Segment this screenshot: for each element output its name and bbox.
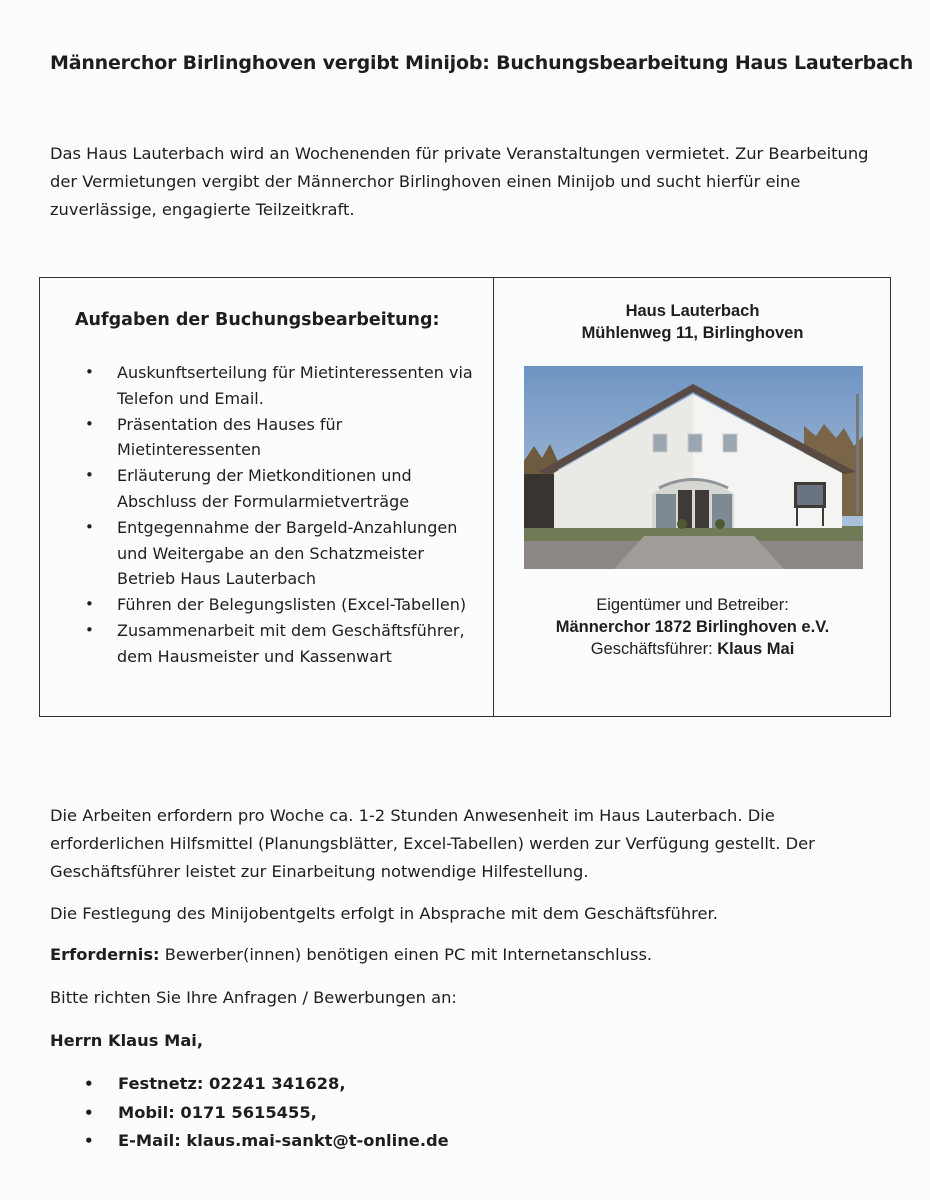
bullet-icon: •	[84, 1075, 94, 1093]
manager-label: Geschäftsführer:	[590, 640, 713, 658]
bullet-icon: •	[85, 363, 94, 381]
bullet-icon: •	[85, 620, 94, 639]
requirement-text: Bewerber(innen) benötigen einen PC mit Internetanschluss.	[159, 945, 653, 964]
list-item: • Auskunftserteilung für Mietinteressenten via Telefon und Email.	[75, 360, 485, 412]
list-item: • Zusammenarbeit mit dem Geschäftsführer, dem Hausmeister und Kassenwart	[75, 618, 485, 670]
bullet-icon: •	[85, 595, 94, 614]
list-item: • Führen der Belegungslisten (Excel-Tabellen)	[75, 592, 485, 618]
bullet-icon: •	[84, 1103, 94, 1122]
list-item: • Entgegennahme der Bargeld-Anzahlungen und Weitergabe an den Schatzmeister Betrieb Haus Lauterbach	[75, 515, 485, 592]
contact-phone: • Festnetz: 02241 341628,	[50, 1070, 449, 1099]
intro-paragraph: Das Haus Lauterbach wird an Wochenenden für private Veranstaltungen vermietet. Zur Bearbeitung der Vermietungen vergibt der Männerchor Birlinghoven einen Minijob und sucht hierfür eine zuverlässige, engagierte Teilzeitkraft.	[50, 144, 869, 219]
contact-name: Herrn Klaus Mai,	[50, 1031, 204, 1050]
work-paragraph: Die Arbeiten erfordern pro Woche ca. 1-2 Stunden Anwesenheit im Haus Lauterbach. Die erforderlichen Hilfsmittel (Planungsblätter, Excel-Tabellen) werden zur Verfügung gestellt. Der Geschäftsführer leistet zur Einarbeitung notwendige Hilfestellung.	[50, 806, 815, 881]
pay-paragraph: Die Festlegung des Minijobentgelts erfolgt in Absprache mit dem Geschäftsführer.	[50, 904, 718, 923]
bullet-icon: •	[85, 414, 94, 433]
contact-list	[50, 1070, 449, 1156]
tasks-list	[75, 360, 485, 670]
manager-name: Klaus Mai	[717, 640, 795, 658]
bullet-icon: •	[84, 1132, 94, 1150]
tasks-heading: Aufgaben der Buchungsbearbeitung:	[75, 310, 440, 330]
owner-label: Eigentümer und Betreiber:	[596, 596, 789, 614]
house-panel	[495, 278, 890, 716]
list-item: • Erläuterung der Mietkonditionen und Abschluss der Formularmietverträge	[75, 463, 485, 515]
owner-name: Männerchor 1872 Birlinghoven e.V.	[555, 618, 830, 636]
bullet-icon: •	[85, 466, 94, 485]
info-box	[39, 277, 891, 717]
requirement-paragraph	[50, 941, 890, 969]
house-name: Haus Lauterbach	[625, 302, 760, 320]
house-address: Mühlenweg 11, Birlinghoven	[581, 324, 804, 342]
list-item: • Präsentation des Hauses für Mietinteressenten	[75, 412, 485, 464]
page-title: Männerchor Birlinghoven vergibt Minijob: Buchungsbearbeitung Haus Lauterbach	[50, 52, 914, 74]
house-photo-image	[524, 366, 863, 569]
contact-mobile: • Mobil: 0171 5615455,	[50, 1099, 449, 1128]
bullet-icon: •	[85, 517, 94, 536]
house-photo	[524, 366, 863, 569]
manager-line	[495, 640, 890, 659]
requirement-label: Erfordernis:	[50, 945, 160, 964]
contact-email: • E-Mail: klaus.mai-sankt@t-online.de	[50, 1127, 449, 1156]
contact-intro: Bitte richten Sie Ihre Anfragen / Bewerbungen an:	[50, 988, 457, 1007]
